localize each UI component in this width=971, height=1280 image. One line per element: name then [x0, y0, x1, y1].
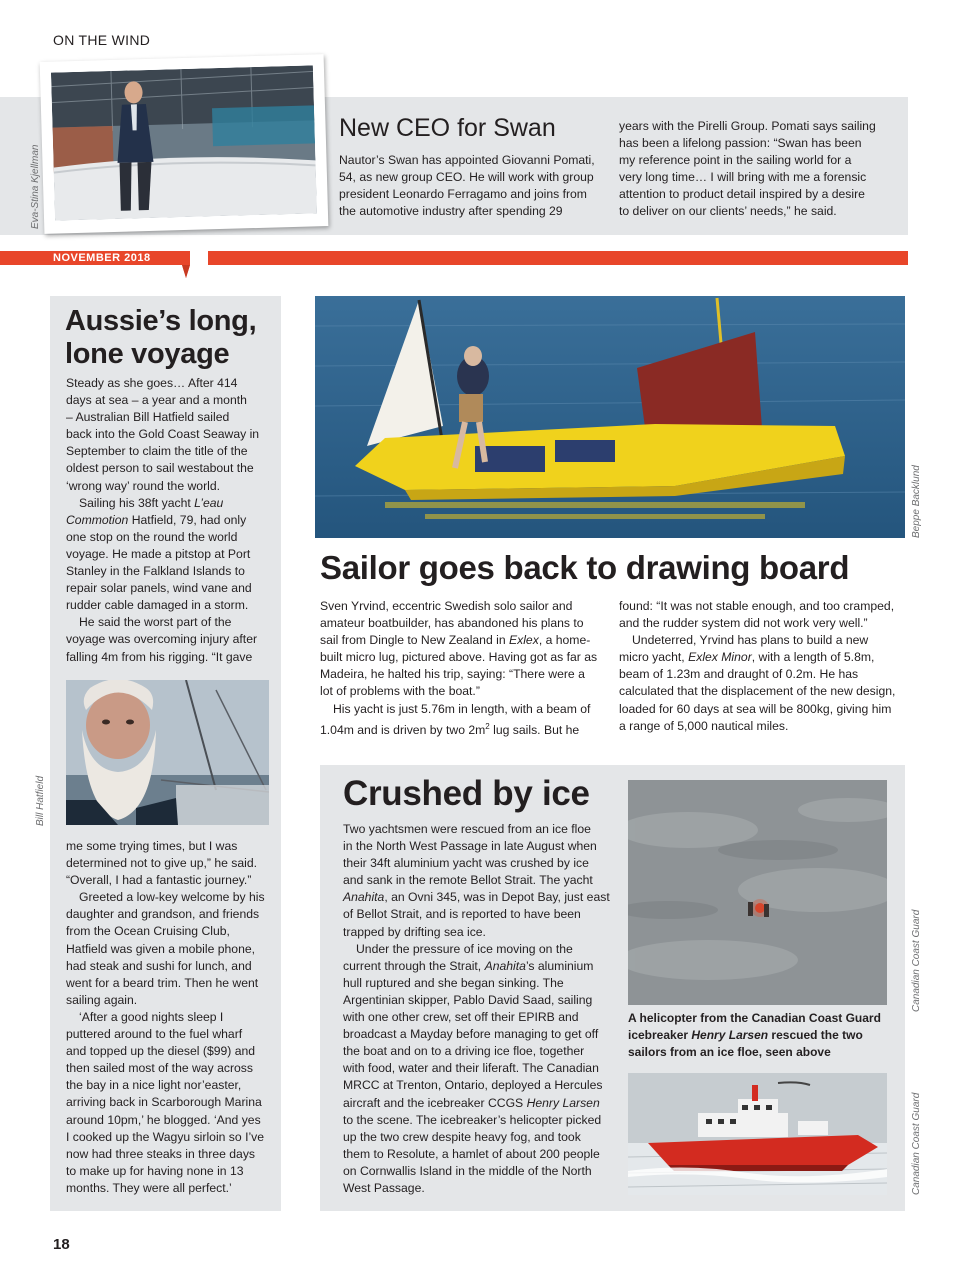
sailor-headline: Sailor goes back to drawing board — [320, 549, 850, 586]
text-line — [66, 941, 276, 958]
text-line — [343, 889, 613, 906]
headline-line: Aussie’s long, — [65, 305, 257, 337]
text-run: Two yachtsmen were rescued from an ice floe — [343, 822, 591, 836]
text-line — [320, 615, 605, 632]
bill-photo-credit: Bill Hatfield — [35, 775, 46, 826]
text-line — [619, 701, 909, 718]
text-line — [66, 1094, 276, 1111]
text-run: , an Ovni 345, was in Depot Bay, just east — [384, 890, 610, 905]
text-line — [66, 563, 276, 580]
text-line — [628, 1027, 898, 1044]
text-run: amateur boatbuilder, has abandoned his plans to — [320, 616, 584, 631]
text-run: , a home- — [538, 633, 591, 648]
text-run: and topped up the diesel ($99) and — [66, 1044, 256, 1059]
text-run: A helicopter from the Canadian Coast Guard — [628, 1011, 881, 1025]
text-line — [628, 1010, 898, 1027]
text-run: Hatfield was given a mobile phone, — [66, 941, 256, 956]
text-run: to make up for having none in 13 — [66, 1163, 244, 1178]
text-line — [66, 392, 276, 409]
text-run: hull ruptured and she began sinking. The — [343, 975, 564, 990]
text-line — [66, 992, 276, 1009]
text-line — [619, 649, 909, 666]
sailor-body-col2 — [619, 598, 909, 735]
text-run: sailors from an ice floe, seen above — [628, 1045, 831, 1060]
text-run: September to claim the title of the — [66, 444, 248, 459]
text-line — [66, 906, 276, 923]
text-line — [66, 649, 276, 666]
icebreaker-photo — [628, 1073, 887, 1195]
text-run: beam of 1.23m and draught of 0.2m. He has — [619, 667, 859, 682]
text-line — [343, 855, 613, 872]
superscript: 2 — [485, 721, 490, 731]
text-run: then sailed most of the way across — [66, 1061, 253, 1076]
text-line — [66, 495, 276, 512]
text-run: puttered around to the fuel wharf — [66, 1027, 243, 1042]
text-line — [66, 1112, 276, 1129]
text-line — [66, 375, 276, 392]
text-line — [66, 614, 276, 631]
text-run: ‘After a good nights sleep I — [79, 1009, 224, 1024]
text-run: back into the Gold Coast Seaway in — [66, 427, 260, 442]
text-line — [343, 992, 613, 1009]
text-line — [66, 975, 276, 992]
issue-date: NOVEMBER 2018 — [53, 252, 151, 264]
text-run: calculated that the displacement of the new design, — [619, 684, 896, 699]
text-line — [343, 1026, 613, 1043]
text-line — [66, 855, 276, 872]
text-line — [343, 838, 613, 855]
text-run: Madeira, he halted his trip, saying: “There were a — [320, 667, 585, 682]
ceo-body-col2 — [619, 118, 904, 221]
text-run: of Bellot Strait, and is reported to have been — [343, 907, 581, 922]
text-run: I cooked up the Wagyu sirloin so I’ve — [66, 1129, 265, 1144]
text-line — [66, 597, 276, 614]
text-run: on Cornwallis Island in the middle of the North — [343, 1163, 592, 1178]
text-line — [343, 1112, 613, 1129]
text-line — [320, 701, 605, 718]
text-run: Commotion — [66, 512, 129, 527]
text-line — [343, 1146, 613, 1163]
text-line — [619, 615, 909, 632]
text-run: to the scene. The icebreaker’s helicopter picked — [343, 1112, 602, 1127]
text-run: He said the worst part of the — [79, 615, 232, 630]
text-run: West Passage. — [343, 1180, 425, 1195]
text-line — [320, 666, 605, 683]
text-line: Nautor’s Swan has appointed Giovanni Pomati, — [339, 153, 595, 167]
text-run: found: “It was not stable enough, and too cramped, — [619, 599, 895, 613]
text-line — [66, 478, 276, 495]
text-line — [66, 1163, 276, 1180]
text-line: the automotive industry after spending 29 — [339, 204, 563, 219]
text-run: loaded for 60 days at sea will be 800kg, giving him — [619, 701, 892, 716]
text-line — [343, 1077, 613, 1094]
text-run: Sailing his 38ft yacht — [79, 495, 195, 510]
text-run: arriving back in Scarborough Marina — [66, 1095, 262, 1110]
boat-photo-credit: Beppe Backlund — [911, 465, 922, 538]
text-run: – Australian Bill Hatfield sailed — [66, 410, 230, 425]
text-run: icebreaker — [628, 1028, 692, 1043]
text-line — [343, 1009, 613, 1026]
text-run: Henry Larsen — [691, 1028, 769, 1043]
text-line — [343, 1060, 613, 1077]
text-run: sailing again. — [66, 992, 138, 1007]
text-run: Under the pressure of ice moving on the — [356, 941, 573, 956]
text-line — [66, 546, 276, 563]
text-run: with one other crew, set off their EPIRB and — [343, 1010, 579, 1025]
text-line: to deliver on our clients’ needs,” he said. — [619, 204, 837, 219]
text-run: MRCC at Trenton, Ontario, deployed a Hercules — [343, 1078, 603, 1093]
aussie-body-part2 — [66, 838, 276, 1197]
text-line: years with the Pirelli Group. Pomati says sailing — [619, 119, 876, 133]
ceo-photo — [40, 54, 329, 234]
text-line — [66, 443, 276, 460]
text-run: Henry Larsen — [526, 1095, 600, 1110]
text-run: in the North West Passage in late August when — [343, 839, 597, 854]
text-line — [66, 580, 276, 597]
text-run: me some trying times, but I was — [66, 839, 238, 853]
text-run: current through the Strait, — [343, 958, 485, 973]
text-run: a range of 5,000 nautical miles. — [619, 718, 789, 733]
text-line — [320, 718, 605, 739]
text-line — [619, 683, 909, 700]
text-line — [66, 1146, 276, 1163]
text-line — [66, 872, 276, 889]
text-line — [619, 598, 909, 615]
text-line — [343, 958, 613, 975]
text-run: Greeted a low-key welcome by his — [79, 890, 265, 905]
text-run: determined not to give up,” he said. — [66, 856, 258, 871]
ice-photo-caption — [628, 1010, 898, 1061]
text-line: 54, as new group CEO. He will work with group — [339, 170, 594, 185]
text-line — [343, 1180, 613, 1197]
text-line — [628, 1044, 898, 1061]
text-run: trapped by drifting sea ice. — [343, 924, 486, 939]
text-run: aircraft and the icebreaker CCGS — [343, 1095, 527, 1110]
text-line: my reference point in the sailing world for a — [619, 153, 852, 168]
text-line — [320, 683, 605, 700]
text-run: and the rudder system did not work very well.” — [619, 616, 868, 631]
text-run: broadcast a Mayday before managing to get off — [343, 1027, 599, 1042]
text-run: rescued the two — [768, 1028, 863, 1043]
text-run: falling 4m from his rigging. “It gave — [66, 649, 253, 664]
text-line — [343, 906, 613, 923]
text-run: repair solar panels, wind vane and — [66, 581, 252, 596]
text-line — [66, 426, 276, 443]
text-line: attention to product detail inspired by a desire — [619, 187, 865, 202]
text-line — [343, 975, 613, 992]
text-line — [66, 1077, 276, 1094]
text-run: Argentinian skipper, Pablo David Saad, sailing — [343, 992, 593, 1007]
text-line — [66, 1043, 276, 1060]
text-run: with food, water and their liferaft. The Canadian — [343, 1061, 599, 1076]
text-run: daughter and grandson, and friends — [66, 907, 260, 922]
text-line — [66, 529, 276, 546]
section-label: ON THE WIND — [53, 32, 151, 48]
text-run: L’eau — [194, 495, 224, 510]
text-run: rudder cable damaged in a storm. — [66, 598, 249, 613]
ceo-photo-credit: Eva-Stina Kjellman — [30, 144, 41, 229]
text-run: voyage. He made a pitstop at Port — [66, 546, 251, 561]
bill-hatfield-photo — [66, 680, 269, 825]
text-run: Exlex — [509, 633, 539, 648]
yrvind-boat-photo — [315, 296, 905, 538]
text-run: Anahita — [484, 958, 526, 973]
text-line — [619, 632, 909, 649]
text-line — [66, 1009, 276, 1026]
text-line — [66, 1026, 276, 1043]
ice-body — [343, 821, 613, 1197]
text-run: built micro lug, pictured above. Having got as far as — [320, 650, 598, 665]
text-line — [66, 631, 276, 648]
text-line — [343, 941, 613, 958]
text-run: months. They were all perfect.’ — [66, 1180, 232, 1195]
text-run: “Overall, I had a fantastic journey.” — [66, 873, 252, 888]
text-run: micro yacht, — [619, 650, 689, 665]
ceo-body-col1 — [339, 152, 604, 220]
text-line — [343, 1129, 613, 1146]
text-line — [66, 1180, 276, 1197]
text-run: Anahita — [343, 890, 385, 905]
text-run: Hatfield, 79, had only — [128, 512, 247, 527]
ship-photo-credit: Canadian Coast Guard — [911, 1092, 922, 1195]
aussie-body-part1 — [66, 375, 276, 666]
text-line — [320, 632, 605, 649]
text-line — [66, 1129, 276, 1146]
ice-headline: Crushed by ice — [343, 774, 590, 813]
text-run: one stop on the round the world — [66, 529, 238, 544]
text-run: around 10pm,’ he blogged. ‘And yes — [66, 1112, 261, 1127]
text-run: sail from Dingle to New Zealand in — [320, 633, 509, 648]
text-line — [66, 1060, 276, 1077]
text-run: 1.04m and is driven by two 2m — [320, 722, 486, 737]
text-run: oldest person to sail westabout the — [66, 461, 254, 476]
text-line — [66, 460, 276, 477]
aussie-headline — [65, 305, 275, 371]
text-run: Steady as she goes… After 414 — [66, 376, 238, 390]
text-line — [66, 512, 276, 529]
text-run: ‘wrong way’ round the world. — [66, 478, 220, 493]
text-run: the bay in a nice light nor’easter, — [66, 1078, 242, 1093]
text-run: lug sails. But he — [489, 722, 580, 737]
text-run: had steak and sushi for lunch, and — [66, 958, 252, 973]
text-line — [343, 872, 613, 889]
text-run: Sven Yrvind, eccentric Swedish solo sailor and — [320, 599, 573, 613]
text-line — [343, 924, 613, 941]
text-line — [66, 838, 276, 855]
text-run: the boat and on to a driving ice floe, together — [343, 1044, 585, 1059]
text-run: and sank in the remote Bellot Strait. The yacht — [343, 873, 593, 888]
text-line — [343, 1043, 613, 1060]
text-line: has been a lifelong passion: “Swan has been — [619, 136, 862, 151]
text-line — [343, 1095, 613, 1112]
text-run: their 34ft aluminium yacht was crushed by ice — [343, 856, 589, 871]
text-line — [66, 958, 276, 975]
text-run: ’s aluminium — [525, 958, 594, 973]
text-line: president Leonardo Ferragamo and joins from — [339, 187, 587, 202]
ice-floe-photo — [628, 780, 887, 1005]
text-run: Exlex Minor — [688, 650, 752, 665]
text-run: them to Resolute, a hamlet of about 200 people — [343, 1146, 600, 1161]
text-run: now had three steaks in three days — [66, 1146, 256, 1161]
text-run: days at sea – a year and a month — [66, 393, 247, 408]
text-line — [619, 666, 909, 683]
page-number: 18 — [53, 1236, 70, 1253]
text-run: lot of problems with the boat.” — [320, 684, 480, 699]
text-run: from the Ocean Cruising Club, — [66, 924, 230, 939]
text-run: Undeterred, Yrvind has plans to build a new — [632, 633, 869, 648]
ceo-headline: New CEO for Swan — [339, 114, 556, 142]
text-line — [320, 598, 605, 615]
ice-photo-credit: Canadian Coast Guard — [911, 909, 922, 1012]
text-line — [66, 923, 276, 940]
text-line: very long time… I will bring with me a forensic — [619, 170, 867, 185]
text-run: His yacht is just 5.76m in length, with a beam of — [333, 701, 591, 716]
text-line — [66, 889, 276, 906]
text-run: , with a length of 5.8m, — [751, 650, 875, 665]
text-run: up the two crew despite heavy fog, and took — [343, 1129, 581, 1144]
text-line — [343, 1163, 613, 1180]
headline-line: lone voyage — [65, 338, 230, 370]
text-line — [619, 718, 909, 735]
sailor-body-col1 — [320, 598, 605, 739]
text-run: went for a beard trim. Then he went — [66, 975, 259, 990]
text-line — [343, 821, 613, 838]
text-line — [66, 409, 276, 426]
text-run: Stanley in the Falkland Islands to — [66, 564, 245, 579]
text-line — [320, 649, 605, 666]
text-run: voyage was overcoming injury after — [66, 632, 258, 647]
